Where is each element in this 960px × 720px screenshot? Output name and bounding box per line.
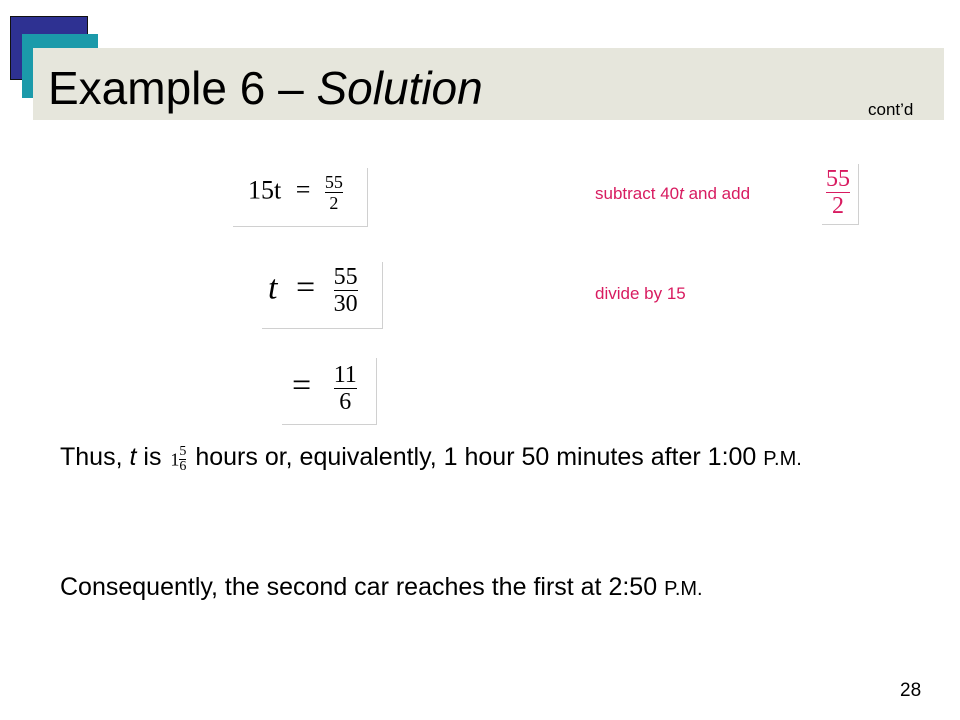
slide-title-main: Example 6 – [48, 62, 317, 114]
equation-2-lhs: t [268, 269, 278, 307]
mixed-number-numerator: 5 [179, 443, 187, 459]
mixed-number-whole: 1 [170, 449, 180, 470]
mixed-number-fraction [179, 445, 186, 474]
paragraph-consequence [60, 570, 900, 606]
equation-2-equals: = [295, 269, 316, 307]
note-subtract [595, 184, 750, 204]
equation-1-lhs: 15t [248, 175, 282, 205]
paragraph-conclusion [60, 440, 900, 476]
paragraph-1-variable: t [129, 443, 137, 471]
equation-2-fraction [334, 264, 358, 317]
note-fraction [826, 166, 850, 219]
equation-2-denominator: 30 [333, 291, 358, 317]
slide-title [48, 58, 483, 118]
continued-label: cont’d [868, 100, 914, 119]
paragraph-1-pm: P.M. [763, 448, 802, 470]
mixed-number-denominator: 6 [179, 458, 187, 474]
note-fraction-body [826, 166, 850, 219]
paragraph-2-pm: P.M. [664, 578, 703, 600]
equation-3-denominator: 6 [334, 388, 357, 415]
equation-1 [248, 172, 343, 213]
equation-1-equals: = [295, 175, 311, 205]
equation-1-denominator: 2 [325, 192, 343, 213]
note-subtract-text-end: and add [683, 184, 751, 203]
equation-3-numerator: 11 [333, 362, 357, 388]
equation-1-fraction [325, 172, 343, 213]
paragraph-1-is: is [136, 443, 169, 471]
paragraph-2-text: Consequently, the second car reaches the first at 2:50 [60, 573, 665, 601]
note-divide: divide by 15 [595, 284, 686, 303]
paragraph-1-start: Thus, [60, 443, 130, 471]
equation-2-numerator: 55 [333, 264, 358, 290]
equation-3-fraction [334, 362, 357, 415]
paragraph-1-rest: hours or, equivalently, 1 hour 50 minutes after 1:00 [188, 443, 764, 471]
page-number: 28 [900, 680, 922, 701]
equation-3 [292, 362, 357, 415]
note-subtract-variable: t [679, 184, 684, 203]
equation-2 [268, 264, 358, 317]
note-subtract-text: subtract 40 [595, 184, 680, 203]
slide-title-italic: Solution [316, 62, 483, 114]
equation-3-equals: = [292, 367, 312, 405]
note-fraction-denominator: 2 [826, 192, 850, 219]
equation-1-numerator: 55 [324, 172, 343, 192]
mixed-number [170, 441, 186, 476]
note-fraction-numerator: 55 [826, 166, 850, 192]
